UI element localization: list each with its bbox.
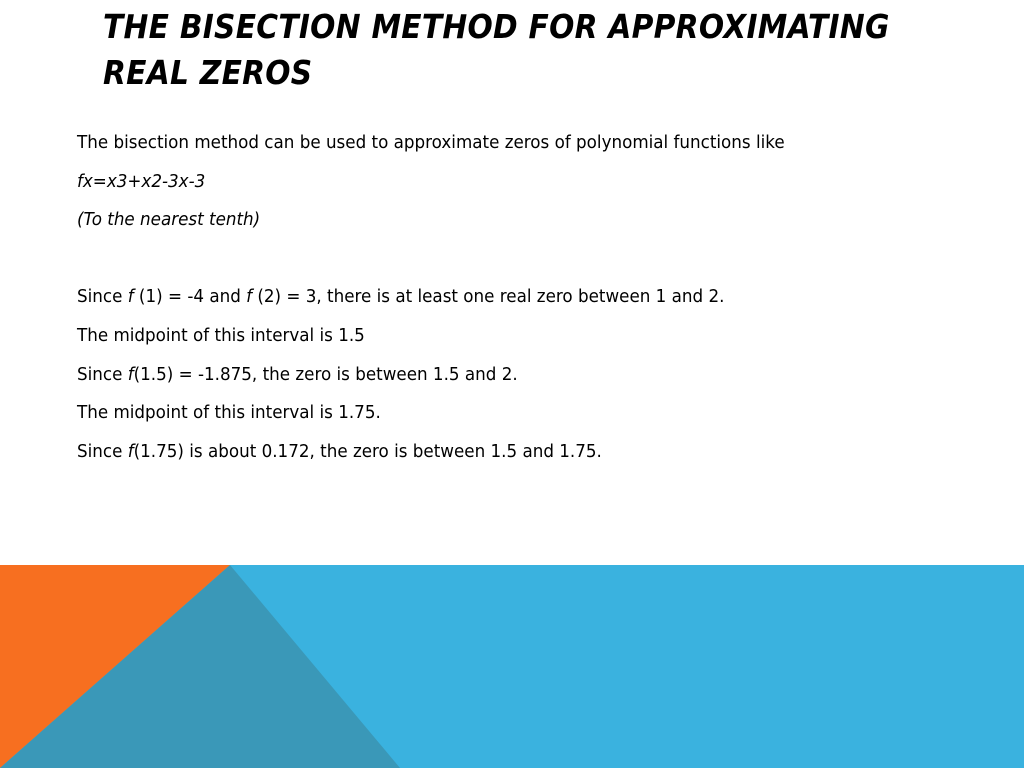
step-line-1: Since f (1) = -4 and f (2) = 3, there is at least one real zero between 1 and 2.	[77, 286, 725, 308]
function-expression: fx=x3+x2-3x-3	[77, 170, 206, 192]
step-line-4: The midpoint of this interval is 1.75.	[77, 402, 381, 424]
decorative-footer	[0, 565, 1024, 768]
step-line-3: Since f(1.5) = -1.875, the zero is between 1.5 and 2.	[77, 363, 518, 385]
step-line-5: Since f(1.75) is about 0.172, the zero is between 1.5 and 1.75.	[77, 440, 602, 462]
intro-text: The bisection method can be used to approximate zeros of polynomial functions like	[77, 132, 785, 153]
slide-body	[77, 129, 977, 476]
precision-note: (To the nearest tenth)	[77, 209, 261, 231]
spacer	[77, 245, 977, 284]
step-line-2: The midpoint of this interval is 1.5	[77, 324, 365, 346]
slide-title: THE BISECTION METHOD FOR APPROXIMATING REAL ZEROS	[103, 7, 890, 92]
